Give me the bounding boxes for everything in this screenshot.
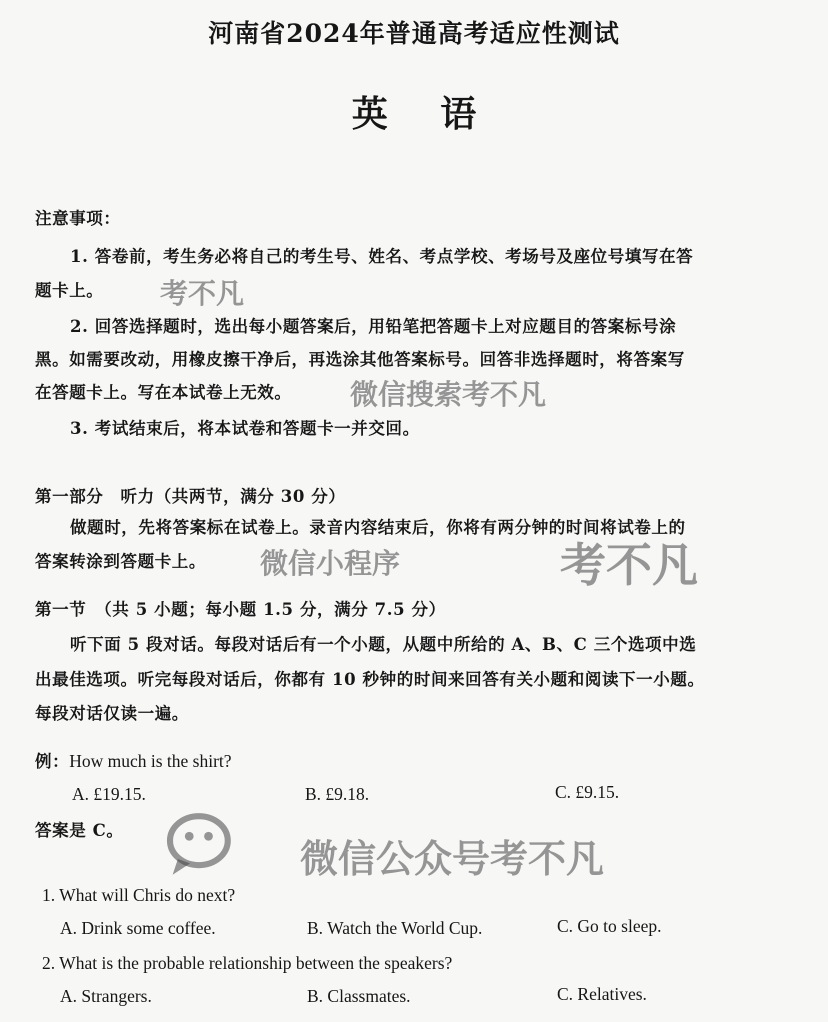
question-1: 1. What will Chris do next? <box>42 885 236 905</box>
watermark-text: 微信小程序 <box>260 547 401 580</box>
example-question-text: How much is the shirt? <box>69 751 232 771</box>
example-option-b: B. £9.18. <box>305 784 370 804</box>
notice-line: 黑。如需要改动，用橡皮擦干净后，再选涂其他答案标号。回答非选择题时，将答案写 <box>35 350 685 369</box>
watermark-text: 微信公众号考不凡 <box>300 837 605 881</box>
subject-title: 英 语 <box>351 93 477 135</box>
section1-heading: 第一节 （共 5 小题；每小题 1.5 分，满分 7.5 分） <box>35 600 446 619</box>
notice-line: 1. 答卷前，考生务必将自己的考生号、姓名、考点学校、考场号及座位号填写在答 <box>70 247 694 266</box>
q2-option-a: A. Strangers. <box>60 986 152 1006</box>
q1-option-b: B. Watch the World Cup. <box>307 918 483 938</box>
part1-line: 做题时，先将答案标在试卷上。录音内容结束后，你将有两分钟的时间将试卷上的 <box>70 518 686 537</box>
example-option-c: C. £9.15. <box>555 782 620 802</box>
example-answer: 答案是 C。 <box>35 821 124 840</box>
exam-title: 河南省2024年普通高考适应性测试 <box>208 19 620 48</box>
notice-line: 在答题卡上。写在本试卷上无效。 <box>35 383 292 402</box>
part1-line: 答案转涂到答题卡上。 <box>35 552 206 571</box>
section1-line: 每段对话仅读一遍。 <box>35 704 189 723</box>
example-question <box>35 748 232 772</box>
wechat-logo-icon <box>160 810 250 880</box>
q2-option-c: C. Relatives. <box>557 984 647 1004</box>
example-prefix: 例： <box>35 752 70 771</box>
notice-heading: 注意事项： <box>35 209 121 228</box>
part1-heading: 第一部分 听力（共两节，满分 30 分） <box>35 487 346 506</box>
section1-line: 出最佳选项。听完每段对话后，你都有 10 秒钟的时间来回答有关小题和阅读下一小题。 <box>35 670 705 689</box>
notice-line: 2. 回答选择题时，选出每小题答案后，用铅笔把答题卡上对应题目的答案标号涂 <box>70 317 677 336</box>
watermark-text: 微信搜索考不凡 <box>350 378 547 411</box>
watermark-text: 考不凡 <box>560 538 698 592</box>
notice-line: 3. 考试结束后，将本试卷和答题卡一并交回。 <box>70 419 420 438</box>
question-2: 2. What is the probable relationship between the speakers? <box>42 953 453 973</box>
watermark-text: 考不凡 <box>160 277 245 310</box>
q2-option-b: B. Classmates. <box>307 986 411 1006</box>
q1-option-a: A. Drink some coffee. <box>60 918 216 938</box>
section1-line: 听下面 5 段对话。每段对话后有一个小题，从题中所给的 A、B、C 三个选项中选 <box>70 635 697 654</box>
notice-line: 题卡上。 <box>35 281 104 300</box>
example-option-a: A. £19.15. <box>72 784 146 804</box>
q1-option-c: C. Go to sleep. <box>557 916 662 936</box>
